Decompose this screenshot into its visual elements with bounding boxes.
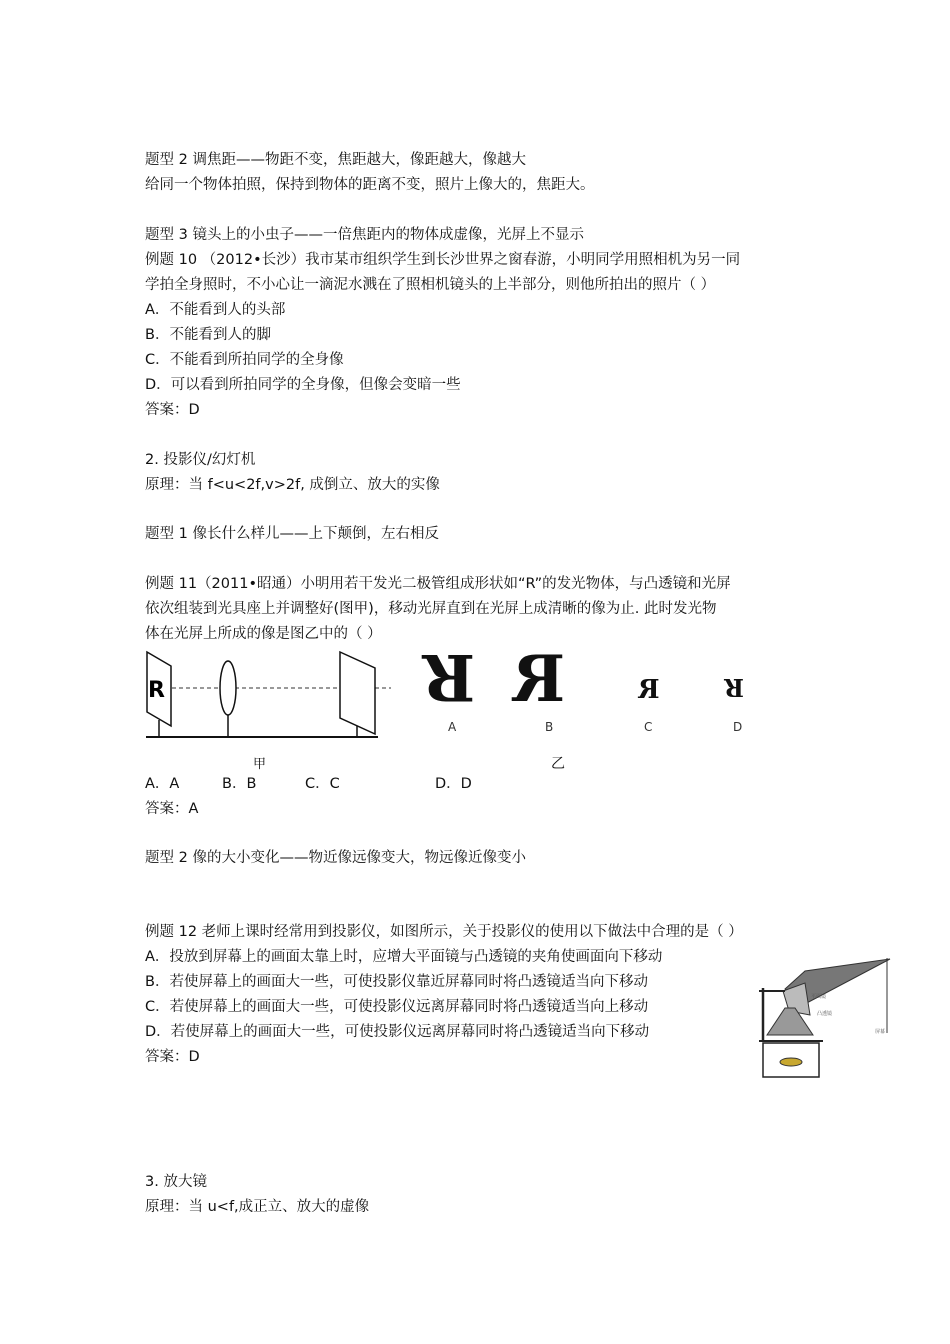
type2-focal-title: 题型 2 调焦距——物距不变，焦距越大，像距越大，像越大 — [145, 152, 526, 168]
svg-text:凸透镜: 凸透镜 — [817, 1011, 833, 1017]
q11-line-3: 体在光屏上所成的像是图乙中的（ ） — [145, 626, 382, 642]
q10-option-b: B．不能看到人的脚 — [145, 327, 271, 343]
magnifier-principle: 原理：当 u<f,成正立、放大的虚像 — [145, 1199, 370, 1215]
q12-option-a: A．投放到屏幕上的画面太靠上时，应增大平面镜与凸透镜的夹角使画面向下移动 — [145, 949, 663, 965]
choice-a-image: R — [422, 639, 476, 714]
projector-type1-title: 题型 1 像长什么样儿——上下颠倒，左右相反 — [145, 526, 439, 542]
q11-line-2: 依次组装到光具座上并调整好(图甲)，移动光屏直到在光屏上成清晰的像为止. 此时发光物 — [145, 601, 717, 617]
q11-option-c: C．C — [305, 776, 340, 792]
choice-d-label: D — [733, 720, 743, 734]
q10-line-2: 学拍全身照时，不小心让一滴泥水溅在了照相机镜头的上半部分，则他所拍出的照片（ ） — [145, 277, 716, 293]
q10-option-a: A．不能看到人的头部 — [145, 302, 286, 318]
projector-figure — [755, 953, 895, 1083]
q11-line-1: 例题 11（2011•昭通）小明用若干发光二极管组成形状如“R”的发光物体，与凸透镜和光屏 — [145, 576, 731, 592]
choice-b-image: R — [512, 642, 566, 717]
convex-lens — [220, 661, 236, 715]
caption-yi: 乙 — [551, 756, 565, 772]
q12-option-d: D．若使屏幕上的画面大一些，可使投影仪远离屏幕同时将凸透镜适当向下移动 — [145, 1024, 650, 1040]
projector-principle: 原理：当 f<u<2f,v>2f, 成倒立、放大的实像 — [145, 477, 440, 493]
object-letter: R — [148, 678, 165, 703]
q10-option-d: D．可以看到所拍同学的全身像，但像会变暗一些 — [145, 377, 461, 393]
choice-d-image: R — [724, 673, 744, 702]
q10-line-1: 例题 10 （2012•长沙）我市某市组织学生到长沙世界之窗春游，小明同学用照相机为另一同 — [145, 252, 741, 268]
type2-focal-text: 给同一个物体拍照，保持到物体的距离不变，照片上像大的，焦距大。 — [145, 177, 595, 193]
q12-answer: 答案：D — [145, 1049, 200, 1065]
choice-b-label: B — [545, 720, 554, 734]
type3-bug-title: 题型 3 镜头上的小虫子——一倍焦距内的物体成虚像，光屏上不显示 — [145, 227, 584, 243]
q11-answer: 答案：A — [145, 801, 199, 817]
caption-jia: 甲 — [253, 757, 267, 772]
q11-option-d: D．D — [435, 776, 472, 792]
q10-answer: 答案：D — [145, 402, 200, 418]
projector-type2-title: 题型 2 像的大小变化——物近像远像变大，物远像近像变小 — [145, 850, 526, 866]
choice-a-label: A — [448, 720, 457, 734]
svg-text:屏幕: 屏幕 — [875, 1029, 886, 1035]
projector-heading: 2. 投影仪/幻灯机 — [145, 452, 256, 468]
choice-c-image: R — [638, 675, 660, 705]
magnifier-heading: 3. 放大镜 — [145, 1174, 207, 1190]
slide-object — [780, 1058, 802, 1066]
optical-bench-figure — [143, 648, 393, 773]
q12-option-c: C．若使屏幕上的画面大一些，可使投影仪远离屏幕同时将凸透镜适当向上移动 — [145, 999, 649, 1015]
q10-option-c: C．不能看到所拍同学的全身像 — [145, 352, 344, 368]
light-screen — [340, 652, 375, 734]
q12-option-b: B．若使屏幕上的画面大一些，可使投影仪靠近屏幕同时将凸透镜适当向下移动 — [145, 974, 648, 990]
q11-option-a: A．A — [145, 776, 180, 792]
q11-option-b: B．B — [222, 776, 257, 792]
svg-text:平面镜: 平面镜 — [811, 994, 827, 1000]
q12-question: 例题 12 老师上课时经常用到投影仪，如图所示，关于投影仪的使用以下做法中合理的是（ ） — [145, 924, 743, 940]
choice-c-label: C — [644, 720, 653, 734]
